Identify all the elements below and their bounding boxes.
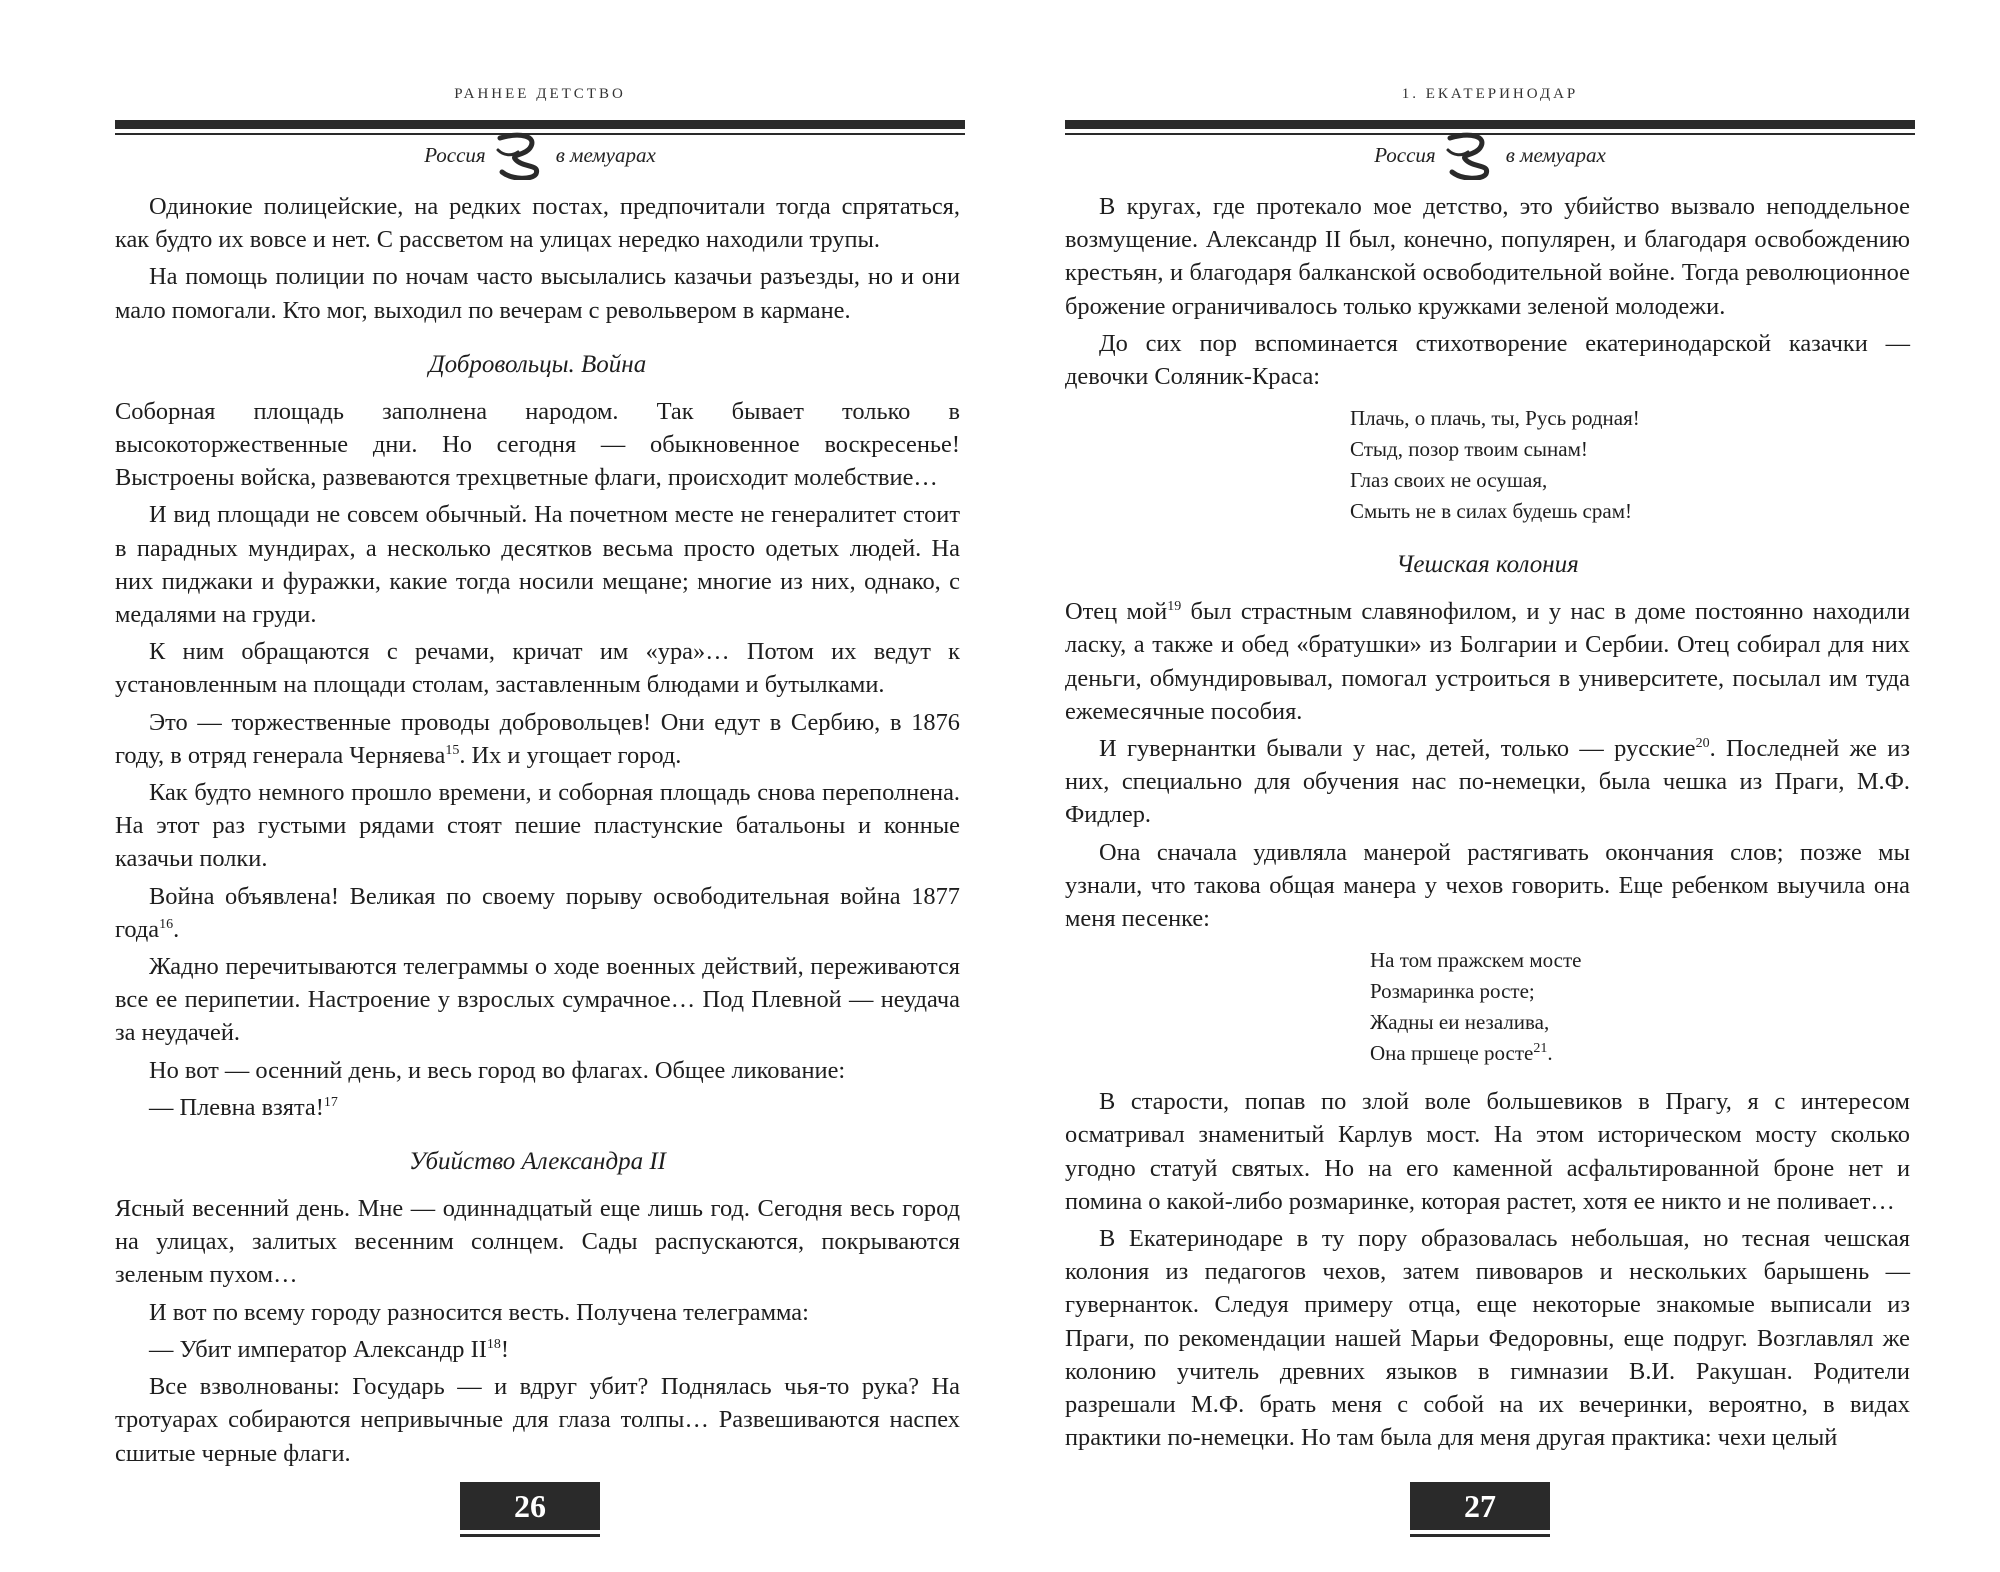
paragraph: В кругах, где протекало мое детство, это убийство вызвало неподдельное возмущение. Александр II был, конечно, популярен, и благодаря освобождению крестьян, и благодаря балканской освободительной войне. Тогда революционное брожение ограничивалось только кружками зеленой молодежи. [1065, 193, 1910, 320]
series-logo-icon [490, 130, 552, 180]
series-title-right: в мемуарах [1505, 142, 1606, 167]
header-rule [115, 120, 965, 129]
page-number: 26 [460, 1482, 600, 1530]
running-head: 1. ЕКАТЕРИНОДАР [1401, 86, 1579, 102]
section-heading: Убийство Александра II [408, 1148, 667, 1176]
right-page [1060, 0, 1920, 1572]
header-rule [1065, 120, 1915, 129]
poem-line: Глаз своих не осушая, [1350, 468, 1548, 493]
paragraph: Война объявлена! Великая по своему порыву освободительная война 1877 года$^{16}$. [115, 882, 960, 943]
paragraph: Одинокие полицейские, на редких постах, предпочитали тогда спрятаться, как будто их вовсе и нет. С рассветом на улицах нередко находили трупы. [115, 193, 960, 254]
poem-line: Плачь, о плачь, ты, Русь родная! [1350, 406, 1640, 431]
running-head: РАННЕЕ ДЕТСТВО [454, 86, 626, 102]
poem-line: Она пршеце росте$^{21}$. [1370, 1041, 1553, 1066]
paragraph: Соборная площадь заполнена народом. Так бывает только в высокоторжественные дни. Но сегодня — обыкновенное воскресенье! Выстроены войска, развеваются трехцветные флаги, происходит молебствие… [115, 397, 960, 492]
paragraph: — Убит император Александр II$^{18}$! [149, 1335, 509, 1363]
poem-line: Розмаринка росте; [1370, 979, 1535, 1004]
series-title [110, 130, 970, 180]
series-title-left: Россия [1374, 142, 1436, 167]
series-logo-icon [1440, 130, 1502, 180]
poem-line: Жадны еи незалива, [1370, 1010, 1550, 1035]
paragraph: Все взволнованы: Государь — и вдруг убит? Поднялась чья-то рука? На тротуарах собираются непривычные для глаза толпы… Развешиваются наспех сшитые черные флаги. [115, 1373, 960, 1467]
series-title-left: Россия [424, 142, 486, 167]
left-page [110, 0, 970, 1572]
page-number: 27 [1410, 1482, 1550, 1530]
section-heading: Чешская колония [1396, 551, 1579, 579]
paragraph: К ним обращаются с речами, кричат им «ура»… Потом их ведут к установленным на площади столам, заставленным блюдами и бутылками. [115, 638, 960, 699]
series-title-right: в мемуарах [555, 142, 656, 167]
section-heading: Добровольцы. Война [428, 350, 647, 378]
page-number-rule [460, 1534, 600, 1537]
paragraph: — Плевна взята!$^{17}$ [149, 1093, 338, 1121]
page-text [1065, 190, 1910, 1458]
poem [1065, 945, 1910, 1069]
paragraph: Ясный весенний день. Мне — одиннадцатый еще лишь год. Сегодня весь город на улицах, залитых весенним солнцем. Сады распускаются, покрываются зеленым пухом… [115, 1195, 960, 1289]
paragraph: Но вот — осенний день, и весь город во флагах. Общее ликование: [149, 1056, 846, 1084]
paragraph: Жадно перечитываются телеграммы о ходе военных действий, переживаются все ее перипетии. Настроение у взрослых сумрачное… Под Плевной — неудача за неудачей. [115, 953, 960, 1047]
page-number-rule [1410, 1534, 1550, 1537]
paragraph: И вот по всему городу разносится весть. Получена телеграмма: [149, 1298, 809, 1326]
poem-line: Смыть не в силах будешь срам! [1350, 499, 1632, 524]
poem-line: Стыд, позор твоим сынам! [1350, 437, 1588, 462]
paragraph: Она сначала удивляла манерой растягивать окончания слов; позже мы узнали, что такова общая манера у чехов говорить. Еще ребенком выучила она меня песенке: [1065, 838, 1910, 933]
paragraph: Это — торжественные проводы добровольцев! Они едут в Сербию, в 1876 году, в отряд генерала Черняева$^{15}$. Их и угощает город. [115, 708, 960, 769]
paragraph: И вид площади не совсем обычный. На почетном месте не генералитет стоит в парадных мундирах, а несколько десятков весьма просто одетых людей. На них пиджаки и фуражки, какие тогда носили мещане; многие из них, однако, с медалями на груди. [115, 501, 960, 629]
paragraph: В Екатеринодаре в ту пору образовалась небольшая, но тесная чешская колония из педагогов чехов, затем пивоваров и нескольких барышень — гувернанток. Следуя примеру отца, еще некоторые знакомые выписали из Праги, по рекомендации нашей Марьи Федоровны, еще подруг. Возглавлял же колонию учитель древних языков в гимназии В.И. Ракушан. Родители разрешали М.Ф. брать меня с собой на их вечеринки, вероятно, в видах практики по-немецки. Но там была для меня другая практика: чехи целый [1065, 1225, 1910, 1452]
paragraph: До сих пор вспоминается стихотворение екатеринодарской казачки — девочки Соляник-Краса: [1065, 329, 1910, 391]
page-text [115, 190, 960, 1474]
poem-line: На том пражскем мосте [1370, 948, 1582, 973]
paragraph: Отец мой$^{19}$ был страстным славянофилом, и у нас в доме постоянно находили ласку, а также и обед «братушки» из Болгарии и Сербии. Отец собирал для них деньги, обмундировывал, помогал устроиться в университете, посылал им туда ежемесячные пособия. [1065, 598, 1910, 725]
paragraph: Как будто немного прошло времени, и соборная площадь снова переполнена. На этот раз густыми рядами стоят пешие пластунские батальоны и конные казачьи полки. [115, 779, 960, 873]
paragraph: В старости, попав по злой воле большевиков в Прагу, я с интересом осматривал знаменитый Карлув мост. На этом историческом мосту сколько угодно статуй святых. Но на его каменной асфальтированной броне нет и помина о какой-либо розмаринке, которая растет, хотя ее никто и не поливает… [1065, 1088, 1910, 1215]
paragraph: И гувернантки бывали у нас, детей, только — русские$^{20}$. Последней же из них, специально для обучения нас по-немецки, была чешка из Праги, М.Ф. Фидлер. [1065, 735, 1910, 829]
series-title [1060, 130, 1920, 180]
poem [1065, 403, 1910, 527]
paragraph: На помощь полиции по ночам часто высылались казачьи разъезды, но и они мало помогали. Кто мог, выходил по вечерам с револьвером в кармане. [115, 263, 960, 324]
